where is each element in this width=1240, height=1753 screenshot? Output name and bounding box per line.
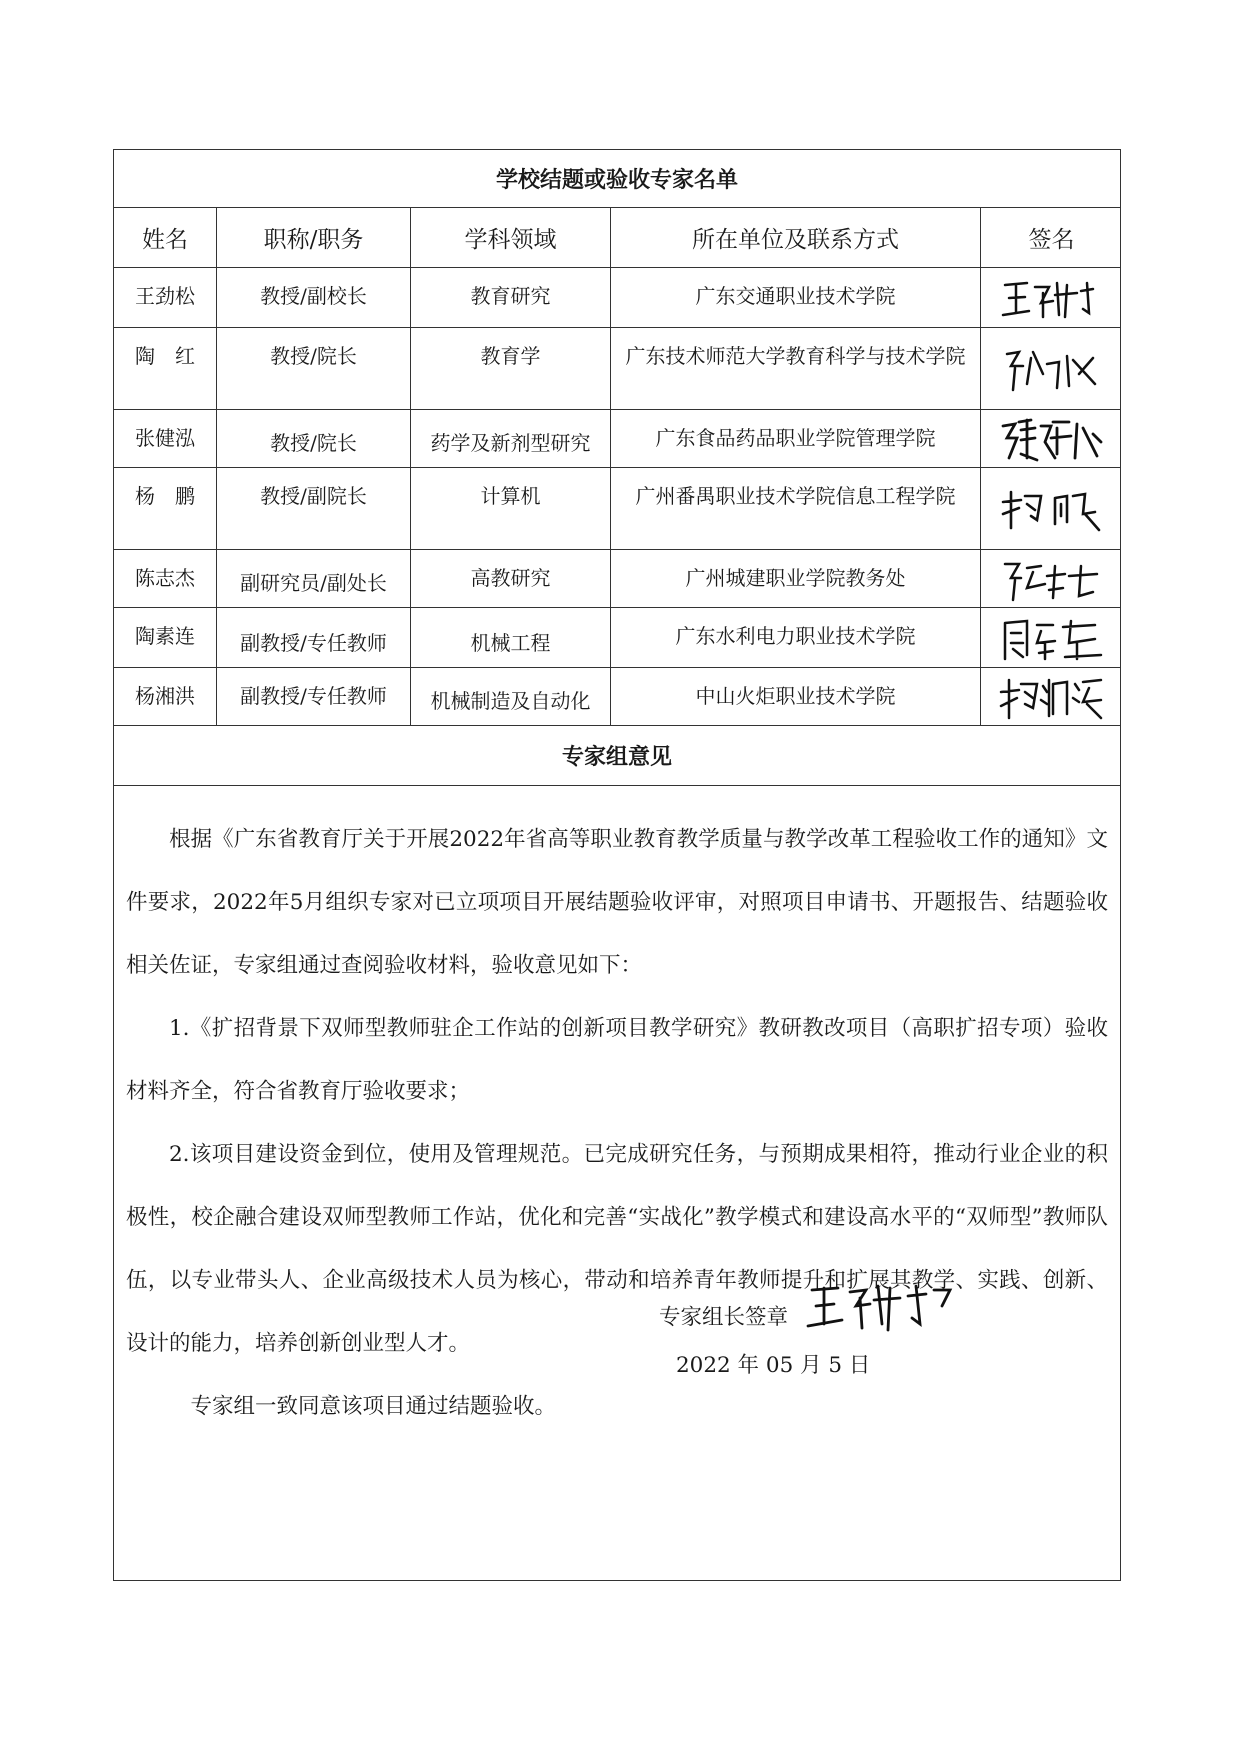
opinion-paragraph: 根据《广东省教育厅关于开展2022年省高等职业教育教学质量与教学改革工程验收工作的通知》文件要求，2022年5月组织专家对已立项项目开展结题验收评审，对照项目申请书、开题报告、结题验收相关佐证，专家组通过查阅验收材料，验收意见如下： bbox=[126, 827, 1108, 978]
header-signature: 签名 bbox=[1028, 227, 1075, 253]
expert-field: 教育研究 bbox=[411, 268, 611, 327]
opinion-body bbox=[114, 796, 1120, 1438]
header-field: 学科领域 bbox=[411, 208, 611, 267]
expert-field: 计算机 bbox=[411, 468, 611, 549]
handwritten-signature bbox=[997, 414, 1107, 464]
signature-image bbox=[981, 268, 1122, 327]
signature-image bbox=[981, 550, 1122, 607]
expert-unit: 中山火炬职业技术学院 bbox=[611, 668, 981, 725]
table-row bbox=[114, 668, 1120, 726]
table-title-row bbox=[114, 150, 1120, 208]
opinion-title: 专家组意见 bbox=[561, 744, 672, 770]
table-header-row bbox=[114, 208, 1120, 268]
table-row bbox=[114, 268, 1120, 328]
leader-sign-label: 专家组长签章 bbox=[659, 1305, 789, 1330]
expert-name: 杨 鹏 bbox=[114, 468, 217, 549]
header-unit: 所在单位及联系方式 bbox=[611, 208, 981, 267]
header-title: 职称/职务 bbox=[217, 208, 411, 267]
expert-field: 机械工程 bbox=[411, 608, 611, 667]
table-row bbox=[114, 468, 1120, 550]
opinion-paragraph: 专家组一致同意该项目通过结题验收。 bbox=[190, 1394, 557, 1419]
table-row bbox=[114, 550, 1120, 608]
handwritten-signature bbox=[997, 672, 1107, 722]
signature-image bbox=[981, 668, 1122, 725]
expert-field: 药学及新剂型研究 bbox=[411, 410, 611, 467]
expert-title: 副教授/专任教师 bbox=[217, 668, 411, 725]
expert-field: 教育学 bbox=[411, 328, 611, 409]
expert-field: 机械制造及自动化 bbox=[411, 668, 611, 725]
handwritten-signature bbox=[997, 613, 1107, 663]
expert-name: 张健泓 bbox=[114, 410, 217, 467]
opinion-title-row bbox=[114, 726, 1120, 786]
leader-handwritten-signature bbox=[804, 1276, 964, 1336]
expert-unit: 广州番禺职业技术学院信息工程学院 bbox=[611, 468, 981, 549]
expert-unit: 广东交通职业技术学院 bbox=[611, 268, 981, 327]
expert-field: 高教研究 bbox=[411, 550, 611, 607]
expert-unit: 广州城建职业学院教务处 bbox=[611, 550, 981, 607]
handwritten-signature bbox=[997, 484, 1107, 534]
expert-name: 陈志杰 bbox=[114, 550, 217, 607]
opinion-paragraph: 1.《扩招背景下双师型教师驻企工作站的创新项目教学研究》教研教改项目（高职扩招专项）验收材料齐全，符合省教育厅验收要求； bbox=[126, 1016, 1108, 1104]
handwritten-signature bbox=[997, 554, 1107, 604]
table-title: 学校结题或验收专家名单 bbox=[495, 167, 738, 193]
expert-title: 副研究员/副处长 bbox=[217, 550, 411, 607]
table-row bbox=[114, 410, 1120, 468]
expert-name: 陶素连 bbox=[114, 608, 217, 667]
signature-image bbox=[981, 468, 1122, 549]
expert-unit: 广东技术师范大学教育科学与技术学院 bbox=[611, 328, 981, 409]
expert-title: 副教授/专任教师 bbox=[217, 608, 411, 667]
opinion-paragraph: 2.该项目建设资金到位，使用及管理规范。已完成研究任务，与预期成果相符，推动行业企业的积极性，校企融合建设双师型教师工作站，优化和完善“实战化”教学模式和建设高水平的“双师型”教师队伍，以专业带头人、企业高级技术人员为核心，带动和培养青年教师提升和扩展其教学、实践、创新、设计的能力，培养创新创业型人才。 bbox=[126, 1142, 1108, 1356]
date: 2022 年 05 月 5 日 bbox=[676, 1353, 871, 1378]
expert-title: 教授/副院长 bbox=[217, 468, 411, 549]
expert-unit: 广东食品药品职业学院管理学院 bbox=[611, 410, 981, 467]
header-name: 姓名 bbox=[114, 208, 217, 267]
table-row bbox=[114, 608, 1120, 668]
table-row bbox=[114, 328, 1120, 410]
expert-unit: 广东水利电力职业技术学院 bbox=[611, 608, 981, 667]
signature-image bbox=[981, 410, 1122, 467]
document-frame bbox=[113, 149, 1121, 1581]
handwritten-signature bbox=[997, 273, 1107, 323]
handwritten-signature bbox=[997, 344, 1107, 394]
signature-image bbox=[981, 328, 1122, 409]
expert-title: 教授/院长 bbox=[217, 328, 411, 409]
expert-name: 杨湘洪 bbox=[114, 668, 217, 725]
expert-name: 王劲松 bbox=[114, 268, 217, 327]
expert-title: 教授/院长 bbox=[217, 410, 411, 467]
expert-name: 陶 红 bbox=[114, 328, 217, 409]
signature-image bbox=[981, 608, 1122, 667]
expert-title: 教授/副校长 bbox=[217, 268, 411, 327]
